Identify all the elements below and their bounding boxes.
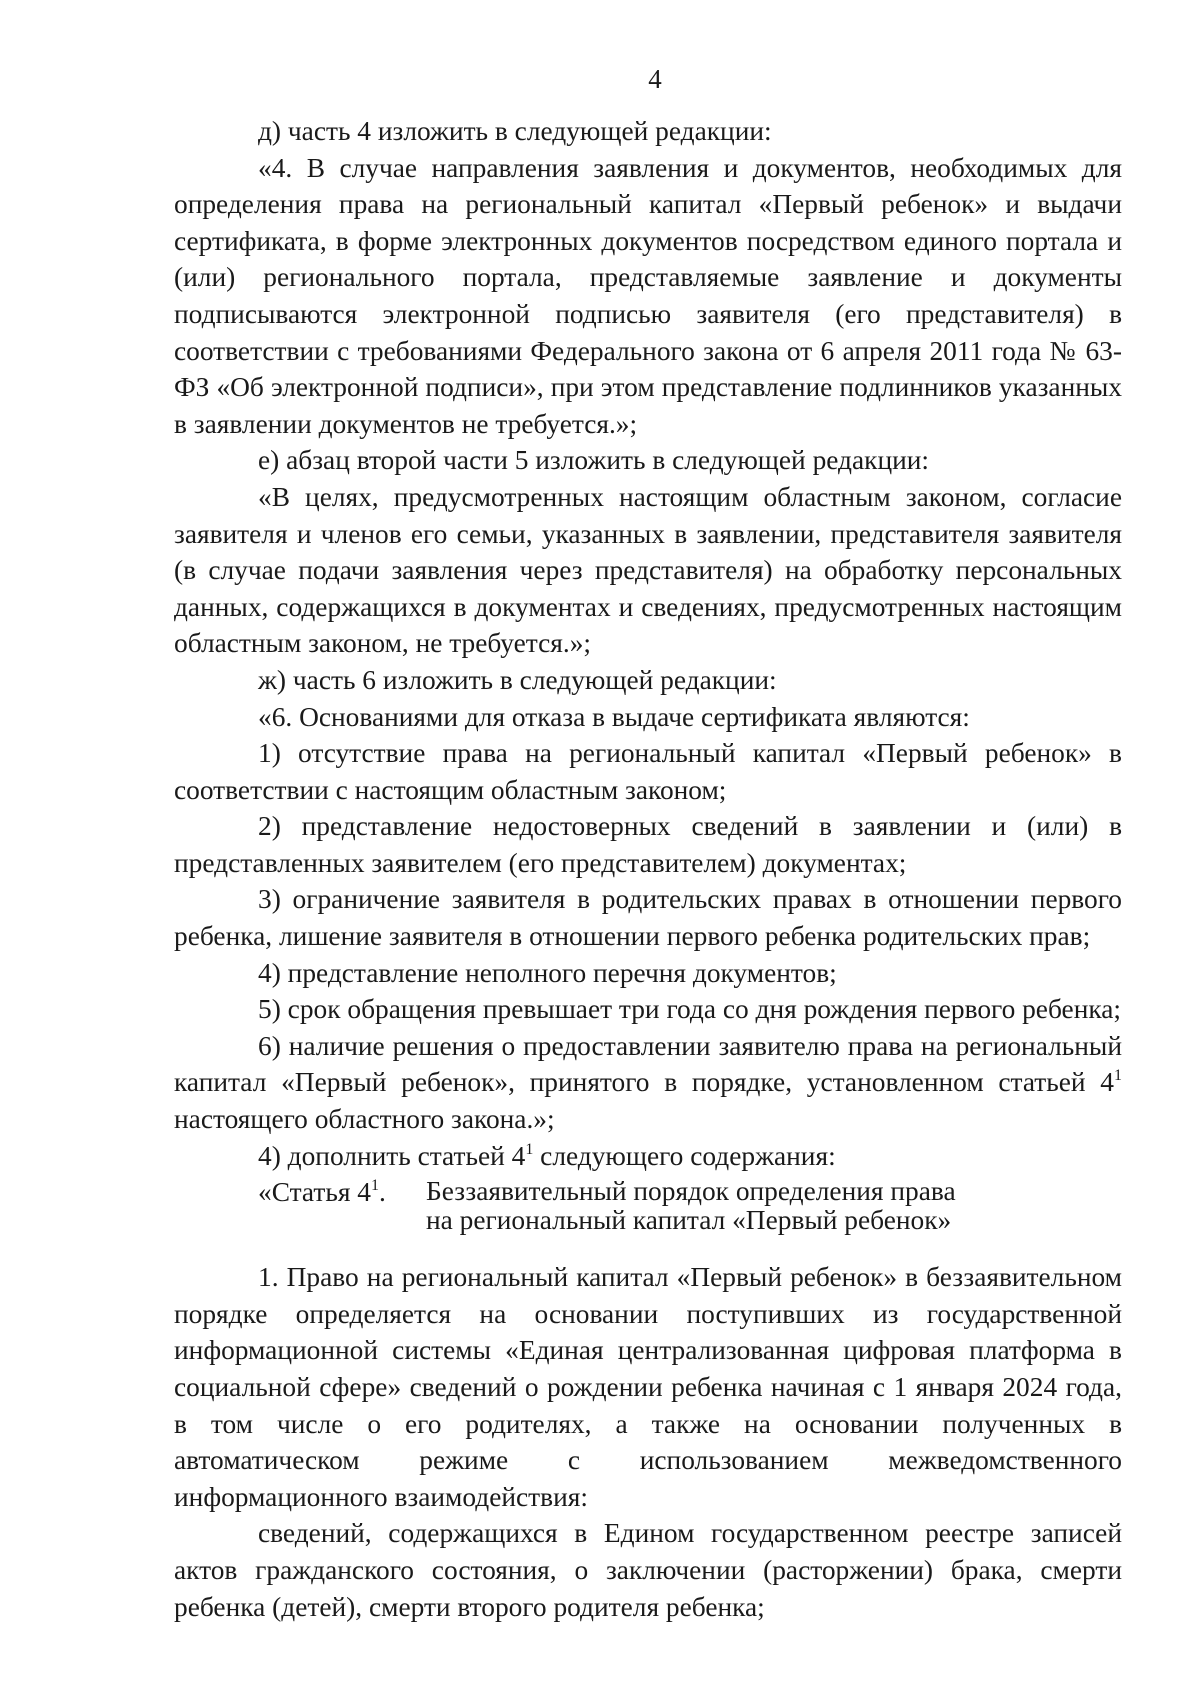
paragraph-civil-registry: сведений, содержащихся в Едином государственном реестре записей актов гражданского состояния, о заключении (расторжении) брака, смерти ребенка (детей), смерти второго родителя ребенка;	[174, 1518, 1122, 1622]
superscript: 1	[1114, 1067, 1122, 1085]
article-title-line-2: на региональный капитал «Первый ребенок»	[426, 1205, 952, 1236]
list-item-4: 4) представление неполного перечня документов;	[258, 957, 837, 988]
list-item-2: 2) представление недостоверных сведений в заявлении и (или) в представленных заявителем (его представителем) документах;	[174, 811, 1122, 878]
paragraph-part-5-text: «В целях, предусмотренных настоящим областным законом, согласие заявителя и членов его семьи, указанных в заявлении, представителя заявителя (в случае подачи заявления через представителя) на обработку персональных данных, содержащихся в документах и сведениях, предусмотренных настоящим областным законом, не требуется.»;	[174, 481, 1122, 659]
article-title-line-1: Беззаявительный порядок определения права	[426, 1176, 956, 1207]
paragraph-part-6-intro: «6. Основаниями для отказа в выдаче сертификата являются:	[258, 701, 970, 732]
page-number: 4	[648, 64, 662, 94]
paragraph-item-4-add-article	[174, 1138, 1122, 1175]
article-title	[426, 1177, 1046, 1235]
paragraph-article-part-1: 1. Право на региональный капитал «Первый ребенок» в беззаявительном порядке определяется на основании поступивших из государственной информационной системы «Единая централизованная цифровая платформа в социальной сфере» сведений о рождении ребенка начиная с 1 января 2024 года, в том числе о его родителях, а также на основании полученных в автоматическом режиме с использованием межведомственного информационного взаимодействия:	[174, 1262, 1122, 1512]
add-article-text: 4) дополнить статьей 4	[258, 1140, 526, 1171]
list-item-1: 1) отсутствие права на региональный капитал «Первый ребенок» в соответствии с настоящим областным законом;	[174, 738, 1122, 805]
article-heading	[174, 1177, 1122, 1251]
superscript: 1	[525, 1140, 534, 1158]
list-item-6-text-end: настоящего областного закона.»;	[174, 1104, 555, 1135]
list-item-6-text: 6) наличие решения о предоставлении заявителю права на региональный капитал «Первый ребенок», принятого в порядке, установленном статьей 4	[174, 1030, 1122, 1098]
article-label	[258, 1177, 386, 1207]
superscript: 1	[370, 1177, 379, 1195]
add-article-text-end: следующего содержания:	[533, 1140, 836, 1171]
list-item-5: 5) срок обращения превышает три года со дня рождения первого ребенка;	[258, 994, 1122, 1025]
paragraph-item-zh: ж) часть 6 изложить в следующей редакции:	[258, 664, 777, 695]
paragraph-part-4-text: «4. В случае направления заявления и документов, необходимых для определения права на региональный капитал «Первый ребенок» и выдачи сертификата, в форме электронных документов посредством единого портала и (или) регионального портала, представляемые заявление и документы подписываются электронной подписью заявителя (его представителя) в соответствии с требованиями Федерального закона от 6 апреля 2011 года № 63-ФЗ «Об электронной подписи», при этом представление подлинников указанных в заявлении документов не требуется.»;	[174, 152, 1122, 439]
document-body	[174, 113, 1122, 1625]
list-item-3: 3) ограничение заявителя в родительских правах в отношении первого ребенка, лишение заявителя в отношении первого ребенка родительских прав;	[174, 884, 1122, 952]
paragraph-item-e: е) абзац второй части 5 изложить в следующей редакции:	[258, 445, 930, 476]
article-label-dot: .	[378, 1177, 386, 1208]
paragraph-item-d: д) часть 4 изложить в следующей редакции:	[258, 116, 772, 146]
article-label-text: «Статья 4	[258, 1177, 371, 1208]
list-item-6	[174, 1028, 1122, 1138]
